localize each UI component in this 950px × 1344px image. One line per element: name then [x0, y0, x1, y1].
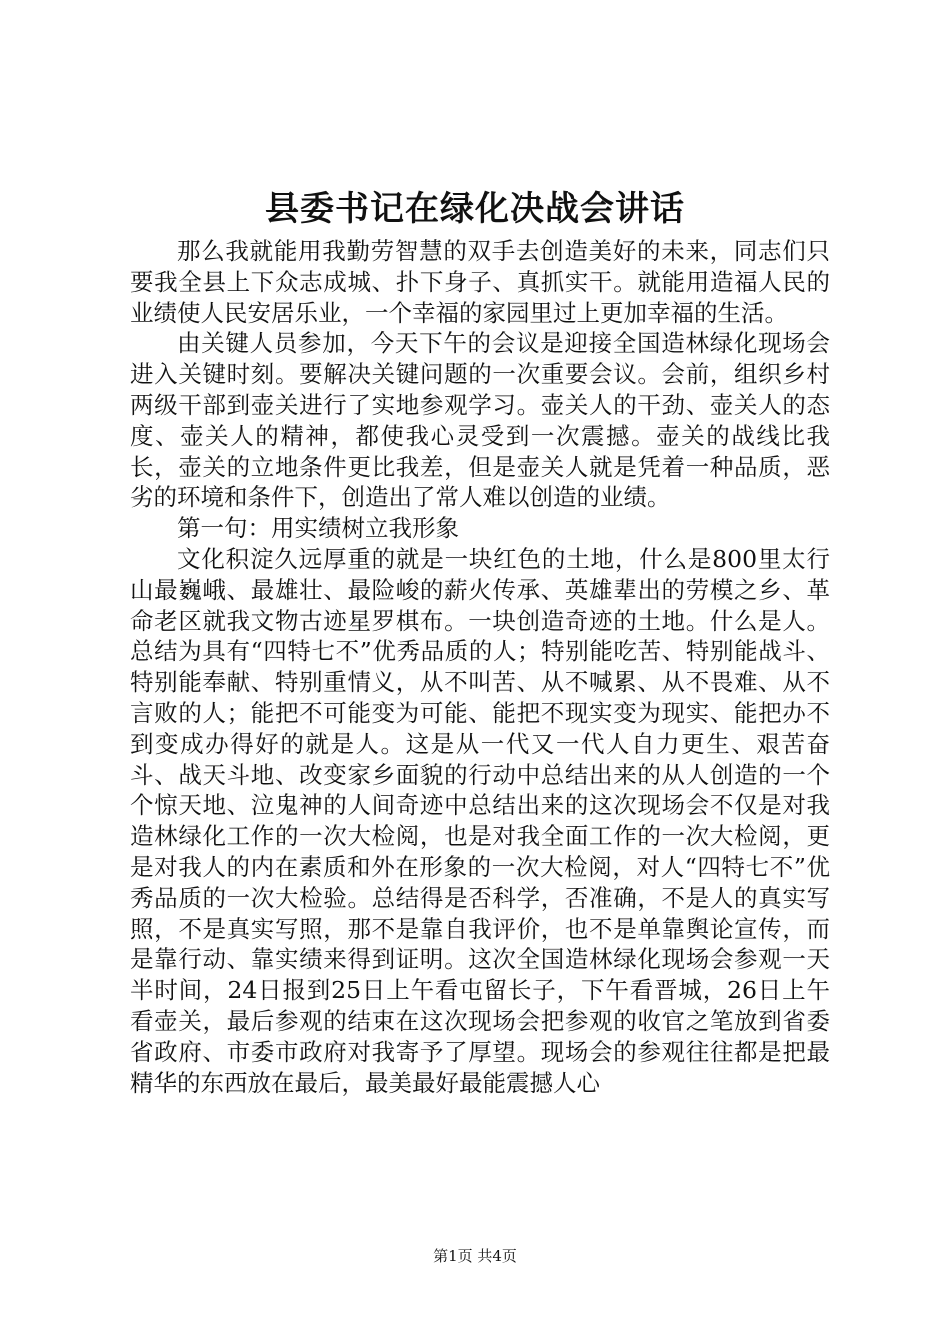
document-body	[130, 236, 830, 1098]
paragraph: 由关键人员参加，今天下午的会议是迎接全国造林绿化现场会进入关键时刻。要解决关键问题的一次重要会议。会前，组织乡村两级干部到壶关进行了实地参观学习。壶关人的干劲、壶关人的态度、壶关人的精神，都使我心灵受到一次震撼。壶关的战线比我长，壶关的立地条件更比我差，但是壶关人就是凭着一种品质，恶劣的环境和条件下，创造出了常人难以创造的业绩。	[130, 329, 830, 512]
page-number-footer: 第1页 共4页	[433, 1247, 517, 1265]
paragraph: 那么我就能用我勤劳智慧的双手去创造美好的未来，同志们只要我全县上下众志成城、扑下身子、真抓实干。就能用造福人民的业绩使人民安居乐业，一个幸福的家园里过上更加幸福的生活。	[130, 237, 830, 327]
paragraph: 文化积淀久远厚重的就是一块红色的土地，什么是800里太行山最巍峨、最雄壮、最险峻的薪火传承、英雄辈出的劳模之乡、革命老区就我文物古迹星罗棋布。一块创造奇迹的土地。什么是人。总结为具有“四特七不”优秀品质的人；特别能吃苦、特别能战斗、特别能奉献、特别重情义，从不叫苦、从不喊累、从不畏难、从不言败的人；能把不可能变为可能、能把不现实变为现实、能把办不到变成办得好的就是人。这是从一代又一代人自力更生、艰苦奋斗、战天斗地、改变家乡面貌的行动中总结出来的从人创造的一个个惊天地、泣鬼神的人间奇迹中总结出来的这次现场会不仅是对我造林绿化工作的一次大检阅，也是对我全面工作的一次大检阅，更是对我人的内在素质和外在形象的一次大检阅，对人“四特七不”优秀品质的一次大检验。总结得是否科学，否准确，不是人的真实写照，不是真实写照，那不是靠自我评价，也不是单靠舆论宣传，而是靠行动、靠实绩来得到证明。这次全国造林绿化现场会参观一天半时间，24日报到25日上午看屯留长子，下午看晋城，26日上午看壶关，最后参观的结束在这次现场会把参观的收官之笔放到省委省政府、市委市政府对我寄予了厚望。现场会的参观往往都是把最精华的东西放在最后，最美最好最能震撼人心	[130, 544, 830, 1097]
section-heading: 第一句：用实绩树立我形象	[177, 514, 459, 543]
document-title: 县委书记在绿化决战会讲话	[265, 189, 685, 229]
